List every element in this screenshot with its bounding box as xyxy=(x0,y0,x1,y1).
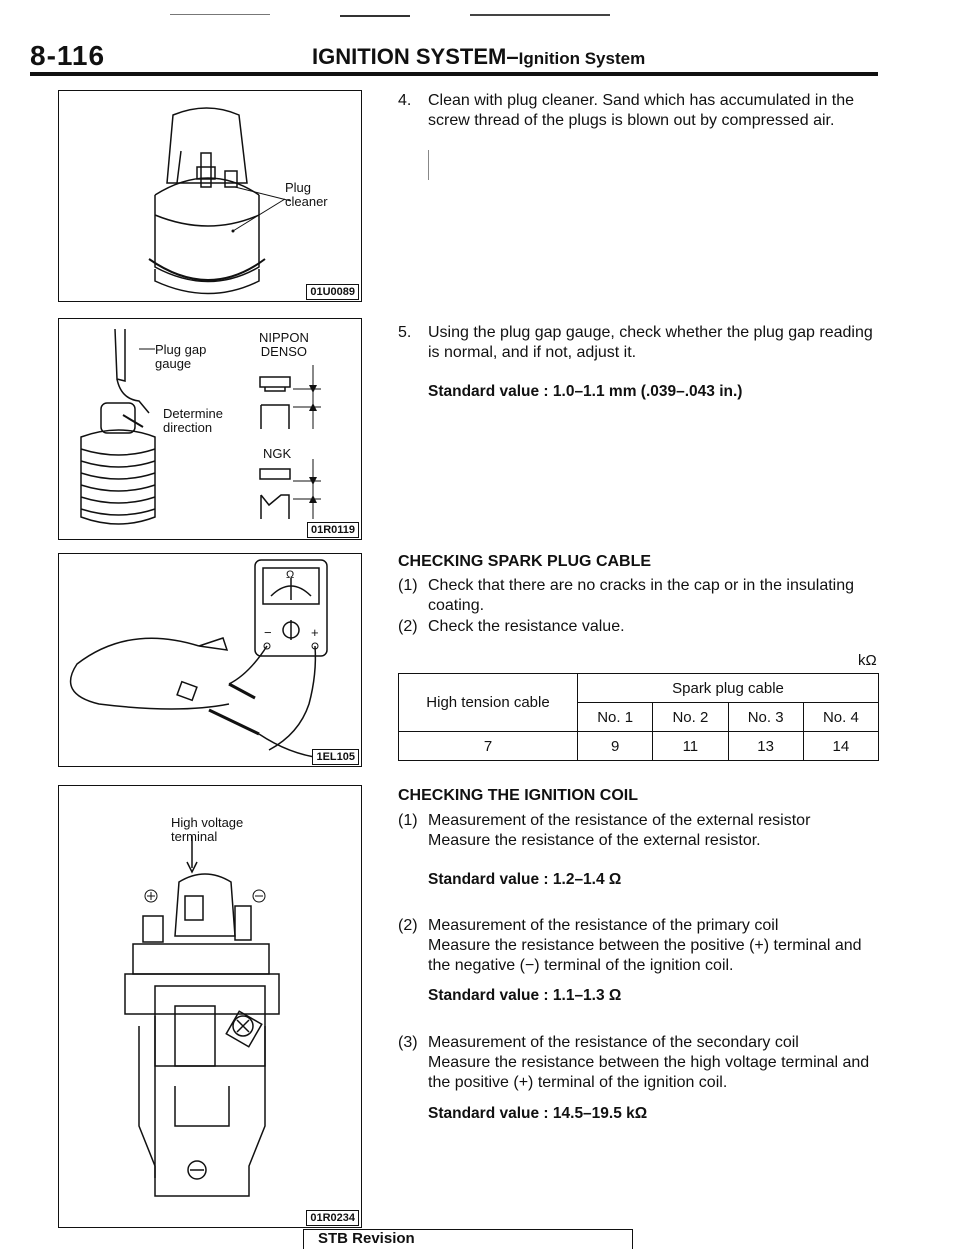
item-text: Check the resistance value. xyxy=(428,618,625,635)
figure-code: 01R0234 xyxy=(306,1210,359,1226)
scan-line xyxy=(428,150,429,180)
step-text: Using the plug gap gauge, check whether the plug gap reading is normal, and if not, adjust it. xyxy=(428,324,873,361)
coil-item-3 xyxy=(398,1033,880,1093)
table-cell: 13 xyxy=(728,732,803,761)
figure-code: 1EL105 xyxy=(312,749,359,765)
table-header-cell: No. 2 xyxy=(653,703,728,732)
page-title xyxy=(312,44,645,70)
table-header-cell: No. 4 xyxy=(803,703,878,732)
coil-standard-value-3: Standard value : 14.5–19.5 kΩ xyxy=(428,1105,648,1122)
item-detail: Measure the resistance between the positive (+) terminal and the negative (−) terminal of the ignition coil. xyxy=(428,937,862,974)
table-header-cell: Spark plug cable xyxy=(578,674,879,703)
ignition-coil-heading: CHECKING THE IGNITION COIL xyxy=(398,787,638,804)
header-rule xyxy=(30,72,878,76)
subsection-title: Ignition System xyxy=(518,49,646,68)
coil-standard-value-2: Standard value : 1.1–1.3 Ω xyxy=(428,987,622,1004)
scan-mark xyxy=(340,15,410,17)
figure-plug-gap-gauge xyxy=(58,318,362,540)
revision-footer: STB Revision xyxy=(303,1229,633,1249)
figure-code: 01U0089 xyxy=(306,284,359,300)
nippon-denso-label: NIPPON DENSO xyxy=(259,330,309,359)
cable-item-1 xyxy=(398,576,880,616)
step-4 xyxy=(398,91,880,131)
figure-ignition-coil xyxy=(58,785,362,1228)
plug-cleaner-label: Plug cleaner xyxy=(285,180,328,209)
table-cell: 14 xyxy=(803,732,878,761)
item-title: Measurement of the resistance of the primary coil xyxy=(428,917,779,934)
page-number: 8-116 xyxy=(30,40,106,71)
table-header-cell: High tension cable xyxy=(399,674,578,732)
table-header-row xyxy=(399,674,879,703)
figure-plug-cleaner xyxy=(58,90,362,302)
item-number: (3) xyxy=(398,1034,418,1051)
item-detail: Measure the resistance between the high voltage terminal and the positive (+) terminal of the ignition coil. xyxy=(428,1054,870,1091)
cable-item-2 xyxy=(398,617,880,637)
figure-ohmmeter xyxy=(58,553,362,767)
figure-code: 01R0119 xyxy=(307,522,359,538)
step-5 xyxy=(398,323,880,363)
section-title: IGNITION SYSTEM xyxy=(312,44,507,69)
ohm-symbol: Ω xyxy=(286,569,295,581)
table-cell: 7 xyxy=(399,732,578,761)
meter-plus-label: + xyxy=(311,625,319,640)
scan-mark xyxy=(470,14,610,16)
meter-minus-label: − xyxy=(264,625,272,640)
coil-standard-value-1: Standard value : 1.2–1.4 Ω xyxy=(428,871,622,888)
item-detail: Measure the resistance of the external resistor. xyxy=(428,832,761,849)
ohmmeter-illustration xyxy=(59,554,361,766)
table-header-cell: No. 1 xyxy=(578,703,653,732)
table-row xyxy=(399,732,879,761)
coil-item-1 xyxy=(398,811,880,851)
gap-standard-value: Standard value : 1.0–1.1 mm (.039–.043 in.) xyxy=(428,383,743,400)
title-dash: – xyxy=(506,44,519,69)
step-text: Clean with plug cleaner. Sand which has accumulated in the screw thread of the plugs is blown out by compressed air. xyxy=(428,92,855,129)
item-title: Measurement of the resistance of the secondary coil xyxy=(428,1034,799,1051)
step-number: 5. xyxy=(398,324,412,341)
item-number: (1) xyxy=(398,812,418,829)
resistance-unit: kΩ xyxy=(858,652,877,669)
item-number: (1) xyxy=(398,577,418,594)
table-header-cell: No. 3 xyxy=(728,703,803,732)
ignition-coil-illustration xyxy=(59,786,361,1227)
step-number: 4. xyxy=(398,92,412,109)
item-number: (2) xyxy=(398,618,418,635)
scan-mark xyxy=(170,14,270,15)
high-voltage-terminal-label: High voltage terminal xyxy=(171,815,244,844)
item-number: (2) xyxy=(398,917,418,934)
table-cell: 11 xyxy=(653,732,728,761)
plug-gap-gauge-label: Plug gap gauge xyxy=(155,342,207,371)
spark-plug-cable-heading: CHECKING SPARK PLUG CABLE xyxy=(398,553,652,570)
item-title: Measurement of the resistance of the external resistor xyxy=(428,812,811,829)
cable-resistance-table xyxy=(398,673,879,761)
item-text: Check that there are no cracks in the cap or in the insulating coating. xyxy=(428,577,855,614)
ngk-label: NGK xyxy=(263,446,292,461)
table-cell: 9 xyxy=(578,732,653,761)
coil-item-2 xyxy=(398,916,880,976)
determine-direction-label: Determine direction xyxy=(163,406,223,435)
